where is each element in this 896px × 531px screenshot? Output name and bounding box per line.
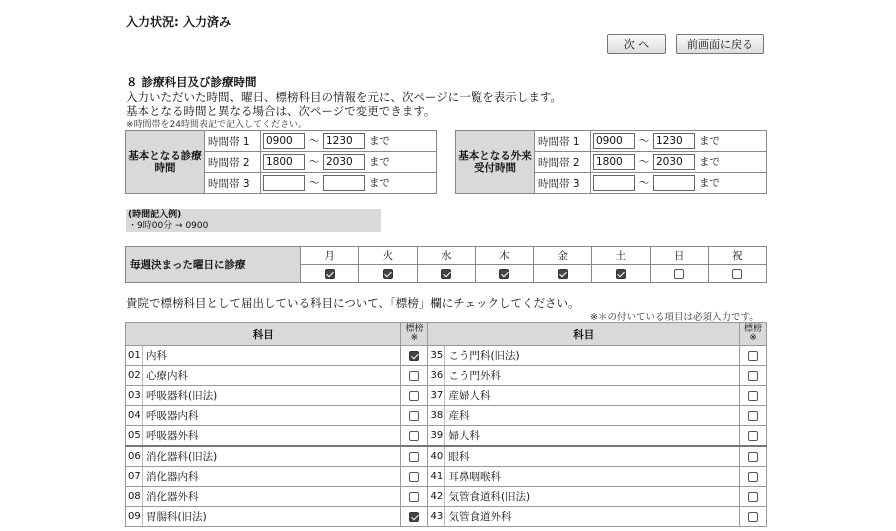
subject-column-header: 科目 xyxy=(126,323,401,346)
outpatient-slot1-to[interactable]: 1230 xyxy=(653,133,695,149)
next-button[interactable]: 次 へ xyxy=(607,34,666,54)
subject-name: 婦人科 xyxy=(445,426,740,447)
subject-checkbox[interactable] xyxy=(748,431,758,441)
subject-name: 消化器科(旧法) xyxy=(143,446,401,467)
made-label: まで xyxy=(699,156,720,168)
day-check-cell xyxy=(417,265,475,283)
day-checkbox-6[interactable] xyxy=(674,269,684,279)
subject-number: 35 xyxy=(428,346,445,366)
subject-check-cell xyxy=(401,467,428,487)
subjects-intro: 貴院で標榜科目として届出している科目について、「標榜」欄にチェックしてください。 xyxy=(126,296,580,310)
subject-checkbox[interactable] xyxy=(409,492,419,502)
tilde: 〜 xyxy=(308,156,320,168)
subject-number: 40 xyxy=(428,446,445,467)
subject-number: 01 xyxy=(126,346,143,366)
subject-check-cell xyxy=(740,446,767,467)
subject-check-cell xyxy=(401,426,428,447)
subject-checkbox[interactable] xyxy=(748,391,758,401)
subject-check-cell xyxy=(740,346,767,366)
subject-name: 内科 xyxy=(143,346,401,366)
subject-check-cell xyxy=(740,386,767,406)
table-row xyxy=(126,386,767,406)
made-label: まで xyxy=(699,135,720,147)
check-column-header xyxy=(740,323,767,346)
subject-checkbox[interactable] xyxy=(409,452,419,462)
subject-name: 消化器外科 xyxy=(143,487,401,507)
check-header-label: 標榜 xyxy=(405,324,424,334)
tilde: 〜 xyxy=(638,135,650,147)
slot-label: 時間帯 2 xyxy=(205,152,261,173)
day-checkbox-4[interactable] xyxy=(558,269,568,279)
day-label: 月 xyxy=(301,247,359,265)
subject-checkbox[interactable] xyxy=(748,411,758,421)
tilde: 〜 xyxy=(308,135,320,147)
subject-number: 37 xyxy=(428,386,445,406)
outpatient-slot1-from[interactable]: 0900 xyxy=(593,133,635,149)
example-body: ・9時00分 → 0900 xyxy=(128,221,209,231)
subject-checkbox[interactable] xyxy=(409,472,419,482)
subject-checkbox[interactable] xyxy=(409,411,419,421)
subject-check-cell xyxy=(740,467,767,487)
subject-name: 眼科 xyxy=(445,446,740,467)
tilde: 〜 xyxy=(308,177,320,189)
subject-check-cell xyxy=(401,507,428,527)
check-header-label: 標榜 xyxy=(743,324,762,334)
subject-number: 42 xyxy=(428,487,445,507)
day-check-cell xyxy=(708,265,766,283)
subject-checkbox[interactable] xyxy=(409,512,419,522)
day-checkbox-5[interactable] xyxy=(616,269,626,279)
subject-check-cell xyxy=(740,406,767,426)
day-label: 水 xyxy=(417,247,475,265)
subject-check-cell xyxy=(401,346,428,366)
subject-name: 産婦人科 xyxy=(445,386,740,406)
subject-name: 消化器内科 xyxy=(143,467,401,487)
example-title: (時間記入例) xyxy=(128,210,182,220)
time-example-box xyxy=(126,209,381,232)
subject-check-cell xyxy=(401,446,428,467)
required-note: ※＊の付いている項目は必須入力です。 xyxy=(590,312,759,323)
basic-hours-table xyxy=(125,130,437,194)
table-row xyxy=(126,507,767,527)
made-label: まで xyxy=(699,177,720,189)
day-label: 祝 xyxy=(708,247,766,265)
day-check-cell xyxy=(534,265,592,283)
required-mark: ※ xyxy=(749,333,757,343)
subject-check-cell xyxy=(401,487,428,507)
day-checkbox-1[interactable] xyxy=(383,269,393,279)
slot-label: 時間帯 2 xyxy=(535,152,591,173)
basic-slot2-from[interactable]: 1800 xyxy=(263,154,305,170)
subject-check-cell xyxy=(740,366,767,386)
subject-name: 産科 xyxy=(445,406,740,426)
time-format-note: ※時間帯を24時間表記で記入してください。 xyxy=(126,120,307,130)
subject-checkbox[interactable] xyxy=(409,351,419,361)
day-label: 木 xyxy=(475,247,533,265)
subject-number: 02 xyxy=(126,366,143,386)
day-label: 火 xyxy=(359,247,417,265)
subject-check-cell xyxy=(401,406,428,426)
subject-name: 気管食道科(旧法) xyxy=(445,487,740,507)
subject-name: 気管食道外科 xyxy=(445,507,740,527)
back-button[interactable]: 前画面に戻る xyxy=(676,34,764,54)
subject-checkbox[interactable] xyxy=(748,512,758,522)
day-checkbox-2[interactable] xyxy=(441,269,451,279)
table-row xyxy=(126,487,767,507)
subjects-table xyxy=(125,322,767,527)
subject-number: 43 xyxy=(428,507,445,527)
subject-checkbox[interactable] xyxy=(409,371,419,381)
day-check-cell xyxy=(475,265,533,283)
subject-number: 08 xyxy=(126,487,143,507)
day-label: 土 xyxy=(592,247,650,265)
outpatient-slot3-to[interactable] xyxy=(653,175,695,191)
subject-name: 耳鼻咽喉科 xyxy=(445,467,740,487)
tilde: 〜 xyxy=(638,177,650,189)
subject-number: 06 xyxy=(126,446,143,467)
subject-check-cell xyxy=(740,507,767,527)
table-row xyxy=(126,446,767,467)
subject-checkbox[interactable] xyxy=(748,351,758,361)
subject-checkbox[interactable] xyxy=(748,452,758,462)
outpatient-hours-table xyxy=(455,130,767,194)
subject-checkbox[interactable] xyxy=(748,492,758,502)
section-desc-1: 入力いただいた時間、曜日、標榜科目の情報を元に、次ページに一覧を表示します。 xyxy=(126,90,562,104)
subject-number: 36 xyxy=(428,366,445,386)
table-row xyxy=(126,467,767,487)
section-title: ８ 診療科目及び診療時間 xyxy=(126,75,257,89)
outpatient-slot2-from[interactable]: 1800 xyxy=(593,154,635,170)
basic-slot1-from[interactable]: 0900 xyxy=(263,133,305,149)
day-checkbox-0[interactable] xyxy=(325,269,335,279)
subject-check-cell xyxy=(740,487,767,507)
subject-name: 心療内科 xyxy=(143,366,401,386)
table-row xyxy=(126,406,767,426)
subject-checkbox[interactable] xyxy=(748,472,758,482)
slot-label: 時間帯 3 xyxy=(205,173,261,194)
day-checkbox-7[interactable] xyxy=(732,269,742,279)
made-label: まで xyxy=(369,177,390,189)
subject-number: 38 xyxy=(428,406,445,426)
day-label: 日 xyxy=(650,247,708,265)
subject-number: 39 xyxy=(428,426,445,447)
weekly-days-table xyxy=(125,246,767,283)
subject-number: 09 xyxy=(126,507,143,527)
required-mark: ※ xyxy=(410,333,419,343)
subject-checkbox[interactable] xyxy=(409,431,419,441)
subject-check-cell xyxy=(401,386,428,406)
day-label: 金 xyxy=(534,247,592,265)
subject-check-cell xyxy=(401,366,428,386)
basic-slot3-from[interactable] xyxy=(263,175,305,191)
subject-name: こう門科(旧法) xyxy=(445,346,740,366)
made-label: まで xyxy=(369,135,390,147)
basic-hours-header: 基本となる診療時間 xyxy=(126,131,205,194)
subject-column-header: 科目 xyxy=(428,323,740,346)
slot-label: 時間帯 3 xyxy=(535,173,591,194)
subject-number: 04 xyxy=(126,406,143,426)
day-check-cell xyxy=(301,265,359,283)
outpatient-hours-header: 基本となる外来受付時間 xyxy=(456,131,535,194)
subject-number: 41 xyxy=(428,467,445,487)
check-column-header xyxy=(401,323,428,346)
table-row xyxy=(126,346,767,366)
subject-name: こう門外科 xyxy=(445,366,740,386)
slot-label: 時間帯 1 xyxy=(205,131,261,152)
basic-slot3-to[interactable] xyxy=(323,175,365,191)
basic-slot1-to[interactable]: 1230 xyxy=(323,133,365,149)
subject-name: 呼吸器内科 xyxy=(143,406,401,426)
subject-name: 胃腸科(旧法) xyxy=(143,507,401,527)
day-checkbox-3[interactable] xyxy=(499,269,509,279)
outpatient-slot2-to[interactable]: 2030 xyxy=(653,154,695,170)
section-desc-2: 基本となる時間と異なる場合は、次ページで変更できます。 xyxy=(126,104,436,118)
basic-slot2-to[interactable]: 2030 xyxy=(323,154,365,170)
subject-number: 05 xyxy=(126,426,143,447)
subject-checkbox[interactable] xyxy=(409,391,419,401)
input-status: 入力状況: 入力済み xyxy=(126,15,231,29)
subject-checkbox[interactable] xyxy=(748,371,758,381)
made-label: まで xyxy=(369,156,390,168)
table-row xyxy=(126,366,767,386)
subject-name: 呼吸器外科 xyxy=(143,426,401,447)
subject-number: 03 xyxy=(126,386,143,406)
slot-label: 時間帯 1 xyxy=(535,131,591,152)
weekly-header: 毎週決まった曜日に診療 xyxy=(126,247,301,283)
outpatient-slot3-from[interactable] xyxy=(593,175,635,191)
subject-name: 呼吸器科(旧法) xyxy=(143,386,401,406)
subject-check-cell xyxy=(740,426,767,447)
day-check-cell xyxy=(592,265,650,283)
day-check-cell xyxy=(650,265,708,283)
tilde: 〜 xyxy=(638,156,650,168)
subject-number: 07 xyxy=(126,467,143,487)
day-check-cell xyxy=(359,265,417,283)
table-row xyxy=(126,426,767,447)
